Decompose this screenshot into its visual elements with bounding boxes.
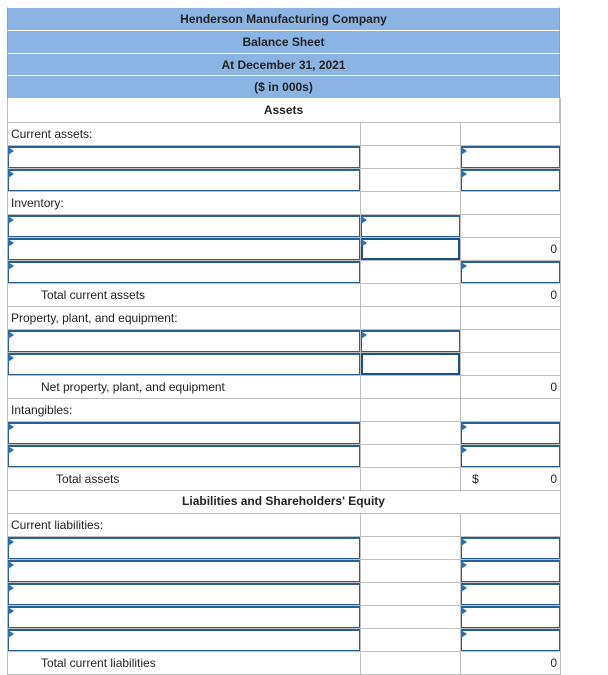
liability-amount-input-2[interactable] <box>461 560 560 582</box>
dropdown-arrow-icon[interactable] <box>461 561 467 569</box>
dropdown-arrow-icon[interactable] <box>8 423 14 431</box>
current-asset-name-input-2[interactable] <box>8 169 360 191</box>
dropdown-arrow-icon[interactable] <box>8 239 14 247</box>
dropdown-arrow-icon[interactable] <box>461 446 467 454</box>
inventory-amount-input-1[interactable] <box>361 215 460 237</box>
net-ppe-label: Net property, plant, and equipment <box>41 380 225 394</box>
total-current-assets-value: 0 <box>550 288 557 302</box>
intangible-amount-input-2[interactable] <box>461 445 560 467</box>
net-ppe-value: 0 <box>550 380 557 394</box>
dropdown-arrow-icon[interactable] <box>361 216 367 224</box>
liabilities-heading: Liabilities and Shareholders' Equity <box>182 494 385 508</box>
dropdown-arrow-icon[interactable] <box>8 607 14 615</box>
intangibles-label: Intangibles: <box>11 403 73 417</box>
dropdown-arrow-icon[interactable] <box>461 584 467 592</box>
dropdown-arrow-icon[interactable] <box>461 262 467 270</box>
dropdown-arrow-icon[interactable] <box>8 446 14 454</box>
total-assets-label: Total assets <box>56 472 120 486</box>
current-asset-amount-input-3[interactable] <box>461 261 560 283</box>
dropdown-arrow-icon[interactable] <box>8 170 14 178</box>
liability-name-input-4[interactable] <box>8 606 360 628</box>
dropdown-arrow-icon[interactable] <box>461 630 467 638</box>
current-liabilities-label: Current liabilities: <box>11 518 104 532</box>
liability-name-input-5[interactable] <box>8 629 360 651</box>
dropdown-arrow-icon[interactable] <box>8 538 14 546</box>
inventory-name-input-1[interactable] <box>8 215 360 237</box>
dropdown-arrow-icon[interactable] <box>8 354 14 362</box>
dropdown-arrow-icon[interactable] <box>461 607 467 615</box>
total-current-liabilities-value: 0 <box>550 656 557 670</box>
current-assets-label: Current assets: <box>11 127 93 141</box>
current-asset-amount-input-1[interactable] <box>461 146 560 168</box>
liability-name-input-1[interactable] <box>8 537 360 559</box>
dropdown-arrow-icon[interactable] <box>8 331 14 339</box>
currency-symbol: $ <box>472 472 479 486</box>
dropdown-arrow-icon[interactable] <box>8 630 14 638</box>
ppe-amount-input-1[interactable] <box>361 330 460 352</box>
dropdown-arrow-icon[interactable] <box>461 147 467 155</box>
total-assets-value: 0 <box>550 472 557 486</box>
liability-amount-input-3[interactable] <box>461 583 560 605</box>
ppe-name-input-2[interactable] <box>8 353 360 375</box>
company-name: Henderson Manufacturing Company <box>7 7 560 30</box>
ppe-name-input-1[interactable] <box>8 330 360 352</box>
ppe-amount-input-2[interactable] <box>361 353 460 375</box>
statement-title: Balance Sheet <box>7 30 560 53</box>
current-asset-name-input-3[interactable] <box>8 261 360 283</box>
inventory-label: Inventory: <box>11 196 64 210</box>
inventory-amount-input-2[interactable] <box>361 238 460 260</box>
dropdown-arrow-icon[interactable] <box>461 170 467 178</box>
current-asset-name-input-1[interactable] <box>8 146 360 168</box>
dropdown-arrow-icon[interactable] <box>8 216 14 224</box>
dropdown-arrow-icon[interactable] <box>8 262 14 270</box>
dropdown-arrow-icon[interactable] <box>8 147 14 155</box>
dropdown-arrow-icon[interactable] <box>361 331 367 339</box>
total-current-assets-label: Total current assets <box>41 288 146 302</box>
total-current-liabilities-label: Total current liabilities <box>41 656 156 670</box>
intangible-amount-input-1[interactable] <box>461 422 560 444</box>
dropdown-arrow-icon[interactable] <box>8 584 14 592</box>
dropdown-arrow-icon[interactable] <box>8 561 14 569</box>
inventory-name-input-2[interactable] <box>8 238 360 260</box>
liability-amount-input-5[interactable] <box>461 629 560 651</box>
liability-amount-input-4[interactable] <box>461 606 560 628</box>
intangible-name-input-2[interactable] <box>8 445 360 467</box>
statement-date: At December 31, 2021 <box>7 53 560 75</box>
dropdown-arrow-icon[interactable] <box>361 239 367 247</box>
intangible-name-input-1[interactable] <box>8 422 360 444</box>
ppe-label: Property, plant, and equipment: <box>11 311 178 325</box>
liability-amount-input-1[interactable] <box>461 537 560 559</box>
current-asset-amount-input-2[interactable] <box>461 169 560 191</box>
liability-name-input-3[interactable] <box>8 583 360 605</box>
liability-name-input-2[interactable] <box>8 560 360 582</box>
assets-heading: Assets <box>7 98 560 122</box>
dropdown-arrow-icon[interactable] <box>461 423 467 431</box>
dropdown-arrow-icon[interactable] <box>461 538 467 546</box>
units-label: ($ in 000s) <box>7 75 560 98</box>
inventory-total-value: 0 <box>550 242 557 256</box>
